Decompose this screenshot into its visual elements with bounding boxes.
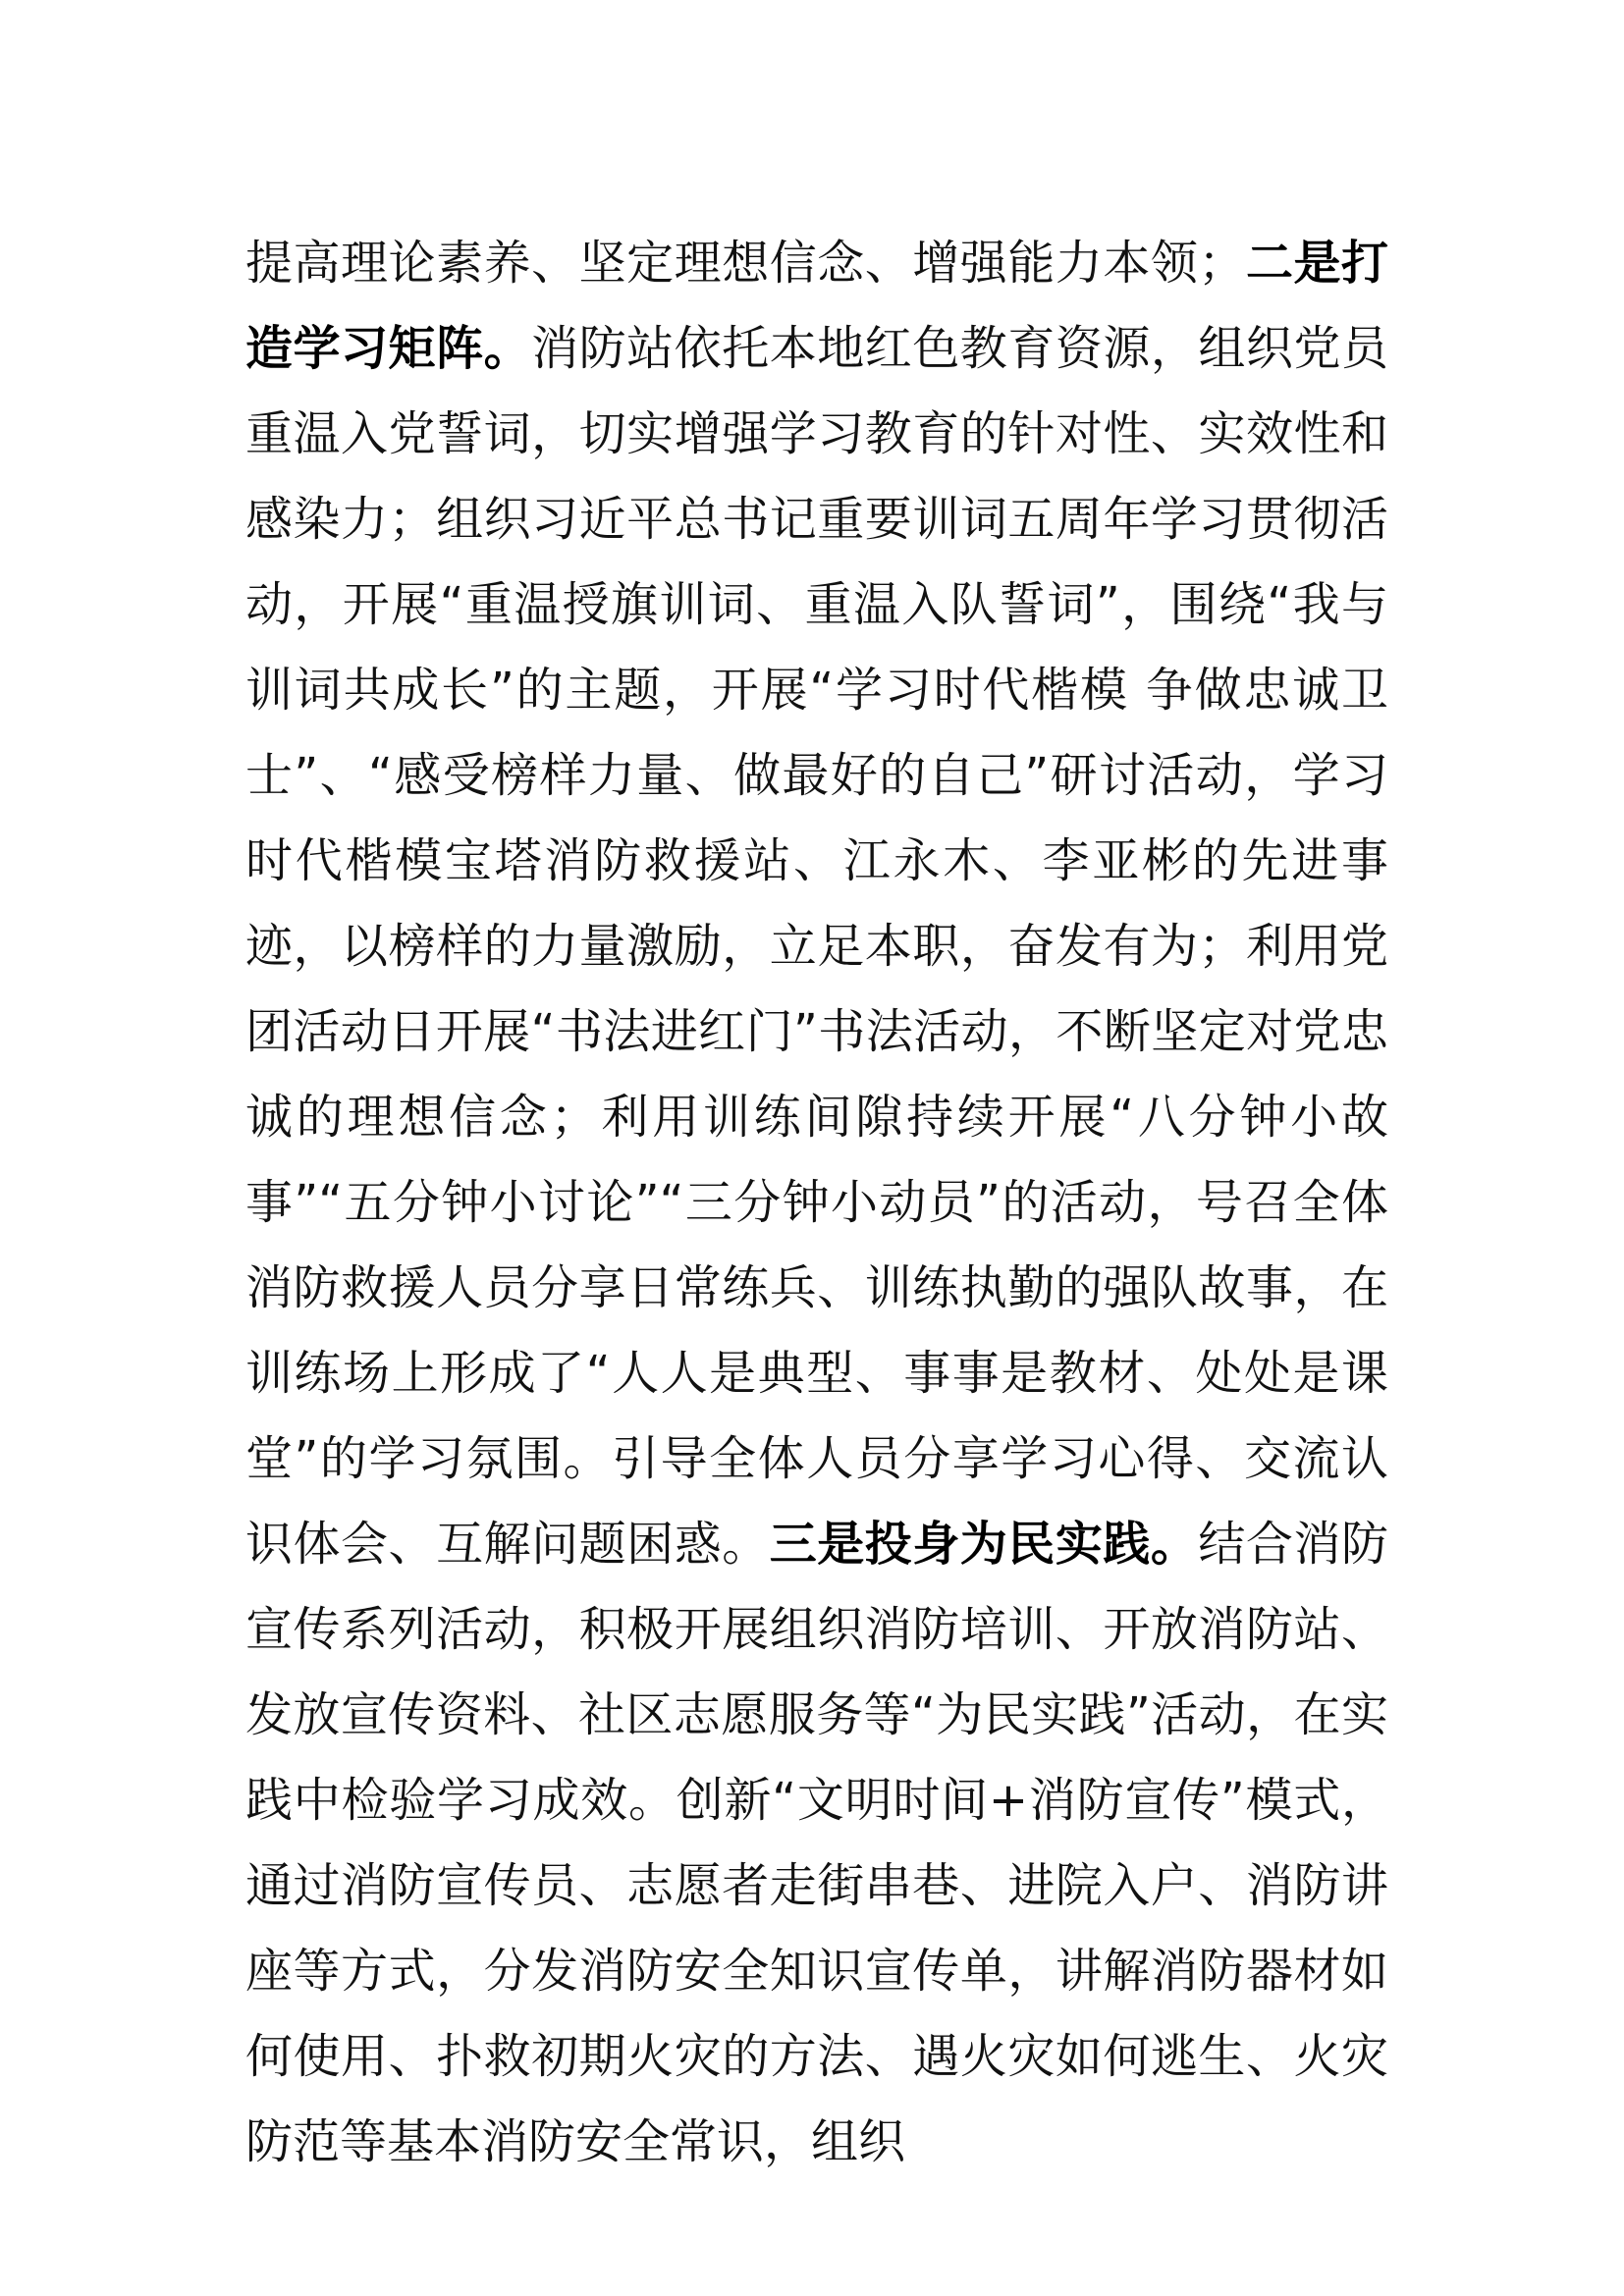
body-paragraph bbox=[245, 221, 1388, 2185]
bold-heading-run: 二是打造学习矩阵。 bbox=[245, 236, 1388, 376]
text-run: 消防站依托本地红色教育资源，组织党员重温入党誓词，切实增强学习教育的针对性、实效性和感染力；组织习近平总书记重要训词五周年学习贯彻活动，开展“重温授旗训词、重温入队誓词”，围绕“我与训词共成长”的主题，开展“学习时代楷模 争做忠诚卫士”、“感受榜样力量、做最好的自己”研讨活动，学习时代楷模宝塔消防救援站、江永木、李亚彬的先进事迹，以榜样的力量激励，立足本职，奋发有为；利用党团活动日开展“书法进红门”书法活动，不断坚定对党忠诚的理想信念；利用训练间隙持续开展“八分钟小故事”“五分钟小讨论”“三分钟小动员”的活动，号召全体消防救援人员分享日常练兵、训练执勤的强队故事，在训练场上形成了“人人是典型、事事是教材、处处是课堂”的学习氛围。引导全体人员分享学习心得、交流认识体会、互解问题困惑。 bbox=[245, 321, 1388, 1572]
bold-heading-run: 三是投身为民实践。 bbox=[769, 1517, 1199, 1572]
text-run: 提高理论素养、坚定理想信念、增强能力本领； bbox=[245, 236, 1246, 291]
text-run: 结合消防宣传系列活动，积极开展组织消防培训、开放消防站、发放宣传资料、社区志愿服务等“为民实践”活动，在实践中检验学习成效。创新“文明时间+消防宣传”模式，通过消防宣传员、志愿者走街串巷、进院入户、消防讲座等方式，分发消防安全知识宣传单，讲解消防器材如何使用、扑救初期火灾的方法、遇火灾如何逃生、火灾防范等基本消防安全常识，组织 bbox=[245, 1517, 1388, 2169]
